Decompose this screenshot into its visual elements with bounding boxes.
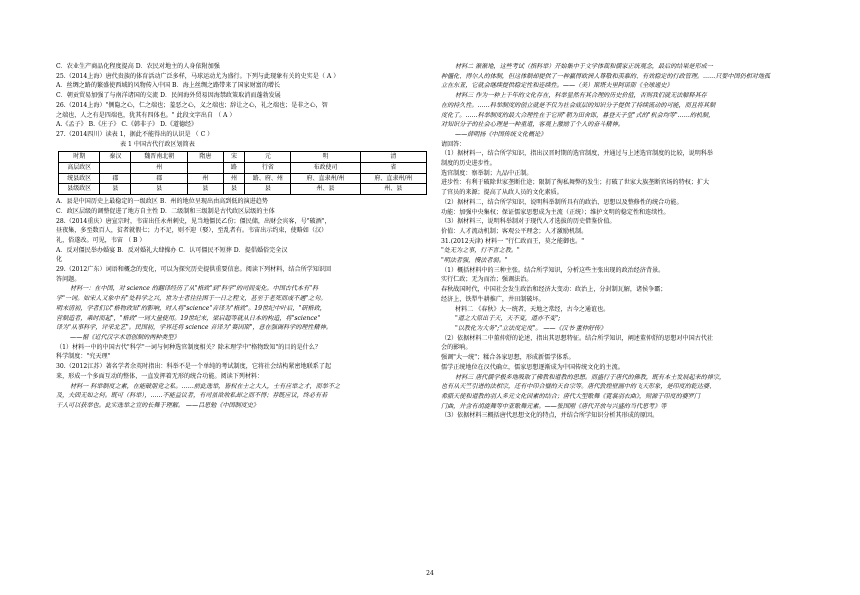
table-header-cell: 时期 bbox=[59, 152, 100, 163]
text-line: 请回答： bbox=[441, 140, 466, 148]
text-line: 25.（2014上海）唐代贵族的体育活动广泛多样，马球运动尤为盛行。下列与此现象有关的史实是（ A ） bbox=[56, 72, 340, 80]
text-line: 及，夫固无如之何。既可（科举），……不能益议者，有司虽欲收私却之而不得；荐既应议，终必有若 bbox=[56, 392, 328, 400]
table-cell: 县 bbox=[131, 184, 188, 195]
text-line: 会的影响。 bbox=[441, 344, 472, 352]
table-cell: 县级政区 bbox=[59, 184, 100, 195]
text-line: 31.(2012天津) 材料一 "行仁政而王，莫之能御也。" bbox=[441, 237, 585, 245]
table-cell: 省 bbox=[360, 163, 426, 174]
text-line: "明法者强，慢法者弱。" bbox=[441, 257, 508, 265]
text-line: 干人可以获举也。此实选举之宣的长舞于理解。 ——吕思勉《中国制度史》 bbox=[56, 401, 260, 409]
text-line: 种僵化、得尔人的体制，但这体制却提供了一种赢得欧洲人尊敬和羡慕的、有效稳定的行政管理。……只要中国仍相对地孤 bbox=[441, 72, 771, 80]
table-cell: 布政使司 bbox=[291, 163, 360, 174]
text-line: 30.（2012江苏）著名学者余英时指出：科举不是一个单纯的考试制度，它将社会结构紧密地联系了起 bbox=[56, 363, 332, 371]
text-line: 也有从天竺引进的法相宗，还有中印合璧的天台宗等。唐代敦煌壁画中的飞天形象，是印度的乾达婆、 bbox=[441, 383, 716, 391]
text-line: A．县是中国历史上最稳定的一级政区 B．州的地位呈现出由高到低的演进趋势 bbox=[56, 198, 268, 206]
text-line: （3）据材料三，说明科举制对于现代人才选拔的历史借鉴价值。 bbox=[441, 218, 616, 226]
table-header-cell: 隋唐 bbox=[188, 152, 224, 163]
table-cell: 州、县 bbox=[291, 184, 360, 195]
text-line: 儒学正统地位在汉代确立，儒家思想逐渐成为中国传统文化的主流。 bbox=[441, 363, 624, 371]
table-header-cell: 秦汉 bbox=[100, 152, 131, 163]
table-row bbox=[59, 163, 427, 174]
text-line: 门曲，并含有胡旋舞等中亚歌舞元素。——张国刚《唐代开放与兴盛的当代思考》等 bbox=[441, 402, 667, 410]
text-line: A．丝绸之路的繁盛使西域的风物传入中国 B．海上丝绸之路带来了国家财富的增长 bbox=[56, 82, 281, 90]
right-column bbox=[441, 62, 819, 421]
text-line: "道之大原出于天，天不变，道亦不变"; bbox=[455, 315, 561, 323]
text-line: A．反对僵民举办婚宴 B．反对婚礼大肆操办 C．认可僵民不短葬 D．提倡婚俗完全汉 bbox=[56, 246, 288, 254]
text-line: 了官员的来源；提高了从政人员的文化素质。 bbox=[441, 189, 563, 197]
text-line: 化 bbox=[56, 256, 63, 264]
table-cell: 县 bbox=[100, 184, 131, 195]
table-header-cell: 明 bbox=[291, 152, 360, 163]
text-line: 希腊天使和道教的羽人多元文化因素的结合；唐代大型歌舞《霓裳羽衣曲》，则源于印度的婆罗门 bbox=[441, 392, 700, 400]
text-line: 经济上，铁犁牛耕推广，井田制破坏。 bbox=[441, 295, 545, 303]
admin-division-table bbox=[58, 151, 427, 195]
text-line: C．政区层级的调整促进了地方自主性 D．二级制和三级制是古代政区层级的主体 bbox=[56, 207, 275, 215]
text-line: 明末清初，学者们以"格物致知"的影响，时人将"science"音译为"格致"。19世纪中叶后，"研格致， bbox=[56, 304, 326, 312]
text-line: 29.（2012广东）词语和概念的变化，可以为探究历史提供重要信息。阅读下列材料，结合所学知识回 bbox=[56, 266, 332, 274]
left-column-bottom-text bbox=[56, 197, 427, 410]
text-line: C．朝贡贸易加强了与南洋诸国的交流 D．民间海外贸易因海禁政策取消而蓬勃发展 bbox=[56, 92, 281, 100]
table-header-cell: 魏晋南北朝 bbox=[131, 152, 188, 163]
table-header-cell: 清 bbox=[360, 152, 426, 163]
text-line: A.《孟子》 B.《庄子》 C.《韩非子》 D.《道德经》 bbox=[56, 121, 198, 129]
table-cell: 路 bbox=[223, 163, 245, 174]
text-line: 功能：加强中央集权；保证儒家思想成为主流（正统）；维护文明的稳定性和连续性。 bbox=[441, 208, 670, 216]
table-cell: 郡 bbox=[131, 173, 188, 184]
text-line: 强调"大一统"；糅合各家思想，形成新儒学体系。 bbox=[441, 354, 575, 362]
text-line: 立在东亚，它就会继续提供稳定性和连续性。——（美）斯塔夫里阿诺斯《全球通史》 bbox=[441, 82, 673, 90]
table-cell: 府、直隶州/州 bbox=[291, 173, 360, 184]
text-line: 材料三 唐代儒学极多地吸取了佛教和道教的思想。而盛行于唐代的佛教，既有本土发展起来的禅宗， bbox=[455, 373, 726, 381]
table-caption: 表 1 中国古代行政区划简表 bbox=[120, 140, 195, 148]
table-cell bbox=[188, 163, 224, 174]
table-cell: 州 bbox=[188, 173, 224, 184]
text-line: ——薛明扬《中国传统文化概论》 bbox=[455, 130, 547, 138]
text-line: 春秋战国时代，中国社会发生政治和经济大变动：政治上，分封制瓦解，诸侯争霸； bbox=[441, 286, 667, 294]
table-cell: 郡 bbox=[100, 173, 131, 184]
table-cell: 高层政区 bbox=[59, 163, 100, 174]
text-line: 来，形成一个多面互动的整体，一直发挥着无形的统合功能。阅读下列材料： bbox=[56, 372, 264, 380]
right-column-text bbox=[441, 62, 819, 421]
table-cell: 统县政区 bbox=[59, 173, 100, 184]
text-line: "以教化为大务";"立法度定度"。 ——《汉书·董仲舒传》 bbox=[455, 324, 607, 332]
text-line: 进步性：有利于破除世家垄断仕途；限制了徇私舞弊的发生；打破了世家大族垄断官场的特权；扩大 bbox=[441, 179, 710, 187]
text-line: 之端也，人之有是四端也，犹其有四体也。" 此段文字出自 （ A ） bbox=[56, 111, 236, 119]
text-line: 材料一：在中国，对 science 的翻译经历了从"格致"到"科学"的司间变化。中国古代本有"科 bbox=[70, 285, 319, 293]
text-line: 材料二 渐渐地，这些考试（指科举）开始集中于文学体裁和儒家正统观念，最后的结果是形成一 bbox=[455, 63, 713, 70]
text-line: C．农业生产商品化程度提高 D．农民对地主的人身依附加强 bbox=[56, 63, 220, 70]
text-line: 材料三 作为一种上千年的文化存在，科举显然有其合理的历史价值，否则我们就无法解释其存 bbox=[455, 92, 707, 100]
text-line: 度化了。……科举制度的最大合理性在于它所"朝为田舍郎，暮登天子堂"式的"机会均等"……的机制， bbox=[441, 111, 715, 119]
table-header-row bbox=[59, 152, 427, 163]
text-line: 礼，俗遂改。可见，韦宙 （ B ） bbox=[56, 236, 146, 244]
table-row bbox=[59, 173, 427, 184]
table-cell: 县 bbox=[188, 184, 224, 195]
text-line: 昼夜集，多至数百人，贫者就假七；力不足，则不迎（娶），至乱者有。韦宙出示约束，使略如（汉） bbox=[56, 227, 328, 235]
text-line: 营制造者，乘时而起"，"格致"一词大量使用。19世纪末，梁启超等就从日本的构造，将"science" bbox=[56, 314, 321, 322]
text-line: 答问题。 bbox=[56, 275, 81, 283]
page-number: 24 bbox=[426, 570, 434, 577]
text-line: （3）依据材料三概括唐代思想文化的特点，并结合所学知识分析其形成的原因。 bbox=[441, 412, 659, 420]
text-line: 制度的历史进步性。 bbox=[441, 160, 496, 168]
text-line: "处无为之事，行不言之教。" bbox=[441, 247, 520, 255]
text-line: 对知识分子的社会心理是一种重道，客观上激励了个人的奋斗精神。 bbox=[441, 121, 624, 129]
text-line: 27.（2014四川）读表 1，据此不能得出的认识是 （ C ） bbox=[56, 130, 214, 138]
table-cell: 州、县 bbox=[360, 184, 426, 195]
text-line: 在的持久性。……科举制度的创立就是不仅为社会底层的知识分子提供了持续流动的可能，而且将其制 bbox=[441, 101, 716, 109]
table-header-cell: 元 bbox=[245, 152, 291, 163]
text-line: 材料二 《春秋》大一统者，天地之常经，古今之通谊也。 bbox=[455, 305, 610, 313]
text-line: ——据《近代汉字术语创制的两种类型》 bbox=[70, 333, 180, 341]
left-column-top-text bbox=[56, 62, 427, 140]
left-column bbox=[56, 62, 427, 411]
table-cell: 州 bbox=[131, 163, 188, 174]
table-row bbox=[59, 184, 427, 195]
table-cell: 州 bbox=[223, 173, 245, 184]
text-line: 译为"从事科学，评采北艺"。民国初，学界还将 science 音译为"赛因斯"，意在强调科学的理性精神。 bbox=[56, 324, 332, 332]
text-line: （1）概括材料中的三种主张。结合所学知识，分析这些主张出现的政治经济背景。 bbox=[441, 266, 665, 274]
table-cell: 行省 bbox=[245, 163, 291, 174]
text-line: （2）依据材料二中董仲舒的论述，指出其思想特征。结合所学知识，阐述董仲舒的思想对中国古代社 bbox=[441, 334, 714, 342]
text-line: （1）据材料一，结合所学知识，指出汉晋时期的选官制度，并通过与上述选官制度的比较，说明科举 bbox=[441, 150, 714, 158]
table-cell: 路、府、州 bbox=[245, 173, 291, 184]
text-line: 选官制度：察举制；九品中正制。 bbox=[441, 169, 533, 177]
text-line: 28.（2014重庆）唐宣宗时，韦宙出任永州刺史，见当地僵民乙份；僵民储，出财会宾客，号"破酒"， bbox=[56, 217, 331, 225]
text-line: 价值：人才流动机制；客观公平理念；人才激励机制。 bbox=[441, 227, 588, 235]
text-line: 学"一词。如宋人又象中有"处科学之兴，世为士者往往困于一日之程文，甚至于老死而或不遇"之句。 bbox=[56, 295, 327, 303]
table-cell bbox=[100, 163, 131, 174]
text-line: 实行仁政；无为而治；强调法治。 bbox=[441, 276, 533, 284]
text-line: 科学制度："究天理" bbox=[56, 353, 111, 361]
text-line: 26.（2014上海）"侧隐之心，仁之端也；羞恶之心，义之端也；辞让之心，礼之端也；是非之心，智 bbox=[56, 101, 328, 109]
table-cell: 县 bbox=[223, 184, 245, 195]
table-header-cell: 宋 bbox=[223, 152, 245, 163]
text-line: （1）材料一中的中国古代"科学"一词与何种选官制度相关？除末理学中"格物致知"的目的是什么？ bbox=[56, 343, 321, 351]
text-line: （2）据材料二，结合所学知识，说明科举制所具有的政治、思想以及整修性的统合功能。 bbox=[441, 198, 683, 206]
text-line: 材料一 科举制度之素，在能破朋党之私。……前此选举，皆权在士之大人，士有应举之才，而举不之 bbox=[70, 382, 341, 390]
table-cell: 府、直隶州/州 bbox=[360, 173, 426, 184]
table-cell: 县 bbox=[245, 184, 291, 195]
